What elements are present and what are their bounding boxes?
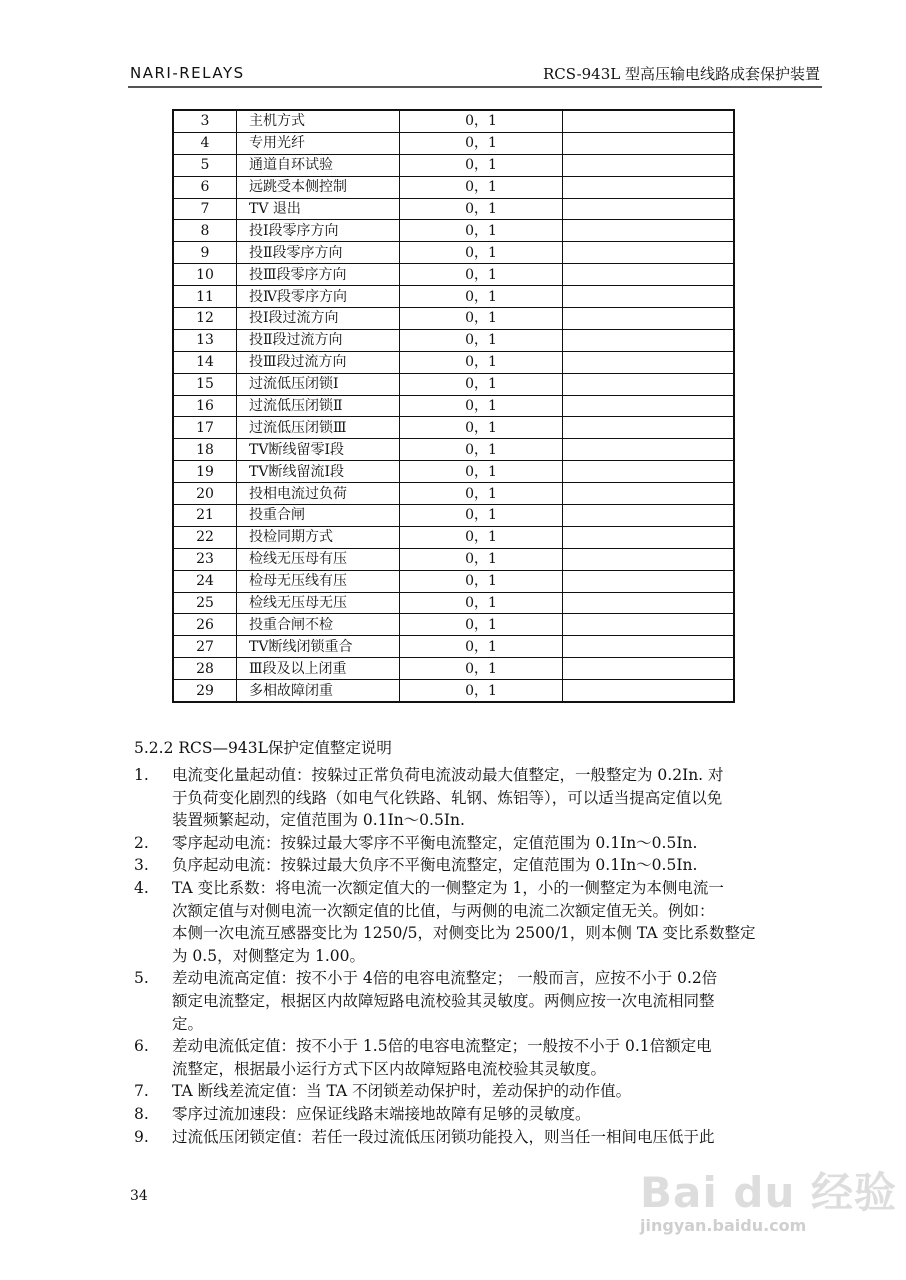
setting-remark xyxy=(563,461,735,483)
list-item-text xyxy=(172,1080,834,1103)
setting-range: 0，1 xyxy=(400,417,563,439)
text-line: 次额定值与对侧电流一次额定值的比值，与两侧的电流二次额定值无关。例如： xyxy=(172,901,715,920)
setting-remark xyxy=(563,264,735,286)
text-line: 本侧一次电流互感器变比为 1250/5，对侧变比为 2500/1，则本侧 TA 变比系数整定 xyxy=(172,924,756,943)
setting-remark xyxy=(563,308,735,330)
table-row xyxy=(173,526,734,548)
setting-remark xyxy=(563,658,735,680)
table-row xyxy=(173,286,734,308)
row-number: 18 xyxy=(173,439,237,461)
setting-range: 0，1 xyxy=(400,483,563,505)
setting-name: 专用光纤 xyxy=(237,132,400,154)
text-line: 电流变化量起动值：按躲过正常负荷电流波动最大值整定，一般整定为 0.2In. 对 xyxy=(172,766,724,784)
text-line: 过流低压闭锁定值：若任一段过流低压闭锁功能投入，则当任一相间电压低于此 xyxy=(172,1127,715,1146)
setting-name: 检母无压线有压 xyxy=(237,570,400,592)
list-item-text xyxy=(172,877,834,967)
text-line: 流整定，根据最小运行方式下区内故障短路电流校验其灵敏度。 xyxy=(172,1059,607,1078)
row-number: 27 xyxy=(173,636,237,658)
table-row xyxy=(173,395,734,417)
list-item-text xyxy=(172,967,834,1035)
row-number: 9 xyxy=(173,242,237,264)
table-row xyxy=(173,658,734,680)
list-item-number: 1. xyxy=(134,766,149,784)
setting-range: 0，1 xyxy=(400,220,563,242)
table-row xyxy=(173,308,734,330)
list-item-text xyxy=(172,1103,834,1126)
list-item xyxy=(134,1080,834,1103)
setting-remark xyxy=(563,592,735,614)
row-number: 15 xyxy=(173,373,237,395)
setting-range: 0，1 xyxy=(400,548,563,570)
text-line: 零序起动电流：按躲过最大零序不平衡电流整定，定值范围为 0.1In～0.5In. xyxy=(172,833,698,852)
row-number: 6 xyxy=(173,176,237,198)
list-item-text xyxy=(172,764,834,832)
setting-range: 0，1 xyxy=(400,351,563,373)
row-number: 14 xyxy=(173,351,237,373)
table-row xyxy=(173,680,734,702)
setting-remark xyxy=(563,242,735,264)
setting-range: 0，1 xyxy=(400,439,563,461)
setting-range: 0，1 xyxy=(400,264,563,286)
setting-range: 0，1 xyxy=(400,286,563,308)
setting-remark xyxy=(563,570,735,592)
setting-remark xyxy=(563,176,735,198)
setting-remark xyxy=(563,154,735,176)
setting-remark xyxy=(563,483,735,505)
row-number: 21 xyxy=(173,505,237,527)
setting-name: 通道自环试验 xyxy=(237,154,400,176)
row-number: 7 xyxy=(173,198,237,220)
table-row xyxy=(173,373,734,395)
table-row xyxy=(173,242,734,264)
row-number: 17 xyxy=(173,417,237,439)
setting-name: 投重合闸 xyxy=(237,505,400,527)
setting-name: TV断线留流Ⅰ段 xyxy=(237,461,400,483)
row-number: 22 xyxy=(173,526,237,548)
section-title: 5.2.2 RCS—943L保护定值整定说明 xyxy=(134,739,392,757)
setting-remark xyxy=(563,329,735,351)
text-line: 为 0.5，对侧整定为 1.00。 xyxy=(172,946,366,965)
setting-range: 0，1 xyxy=(400,658,563,680)
setting-remark xyxy=(563,680,735,702)
table-row xyxy=(173,176,734,198)
text-line: 负序起动电流：按躲过最大负序不平衡电流整定，定值范围为 0.1In～0.5In. xyxy=(172,856,698,875)
row-number: 20 xyxy=(173,483,237,505)
setting-range: 0，1 xyxy=(400,570,563,592)
settings-table xyxy=(172,109,735,703)
watermark-url: jingyan.baidu.com xyxy=(640,1216,807,1235)
setting-remark xyxy=(563,198,735,220)
setting-name: 检线无压母无压 xyxy=(237,592,400,614)
setting-range: 0，1 xyxy=(400,395,563,417)
setting-range: 0，1 xyxy=(400,614,563,636)
header-company: NARI-RELAYS xyxy=(130,64,245,82)
setting-remark xyxy=(563,526,735,548)
setting-name: 投Ⅳ段零序方向 xyxy=(237,286,400,308)
setting-range: 0，1 xyxy=(400,198,563,220)
setting-range: 0，1 xyxy=(400,373,563,395)
row-number: 13 xyxy=(173,329,237,351)
setting-range: 0，1 xyxy=(400,110,563,132)
text-line: 于负荷变化剧烈的线路（如电气化铁路、轧钢、炼铝等），可以适当提高定值以免 xyxy=(172,788,723,807)
text-line: 额定电流整定，根据区内故障短路电流校验其灵敏度。两侧应按一次电流相同整 xyxy=(172,991,715,1010)
row-number: 24 xyxy=(173,570,237,592)
list-item xyxy=(134,1103,834,1126)
setting-range: 0，1 xyxy=(400,176,563,198)
row-number: 25 xyxy=(173,592,237,614)
table-row xyxy=(173,154,734,176)
list-item-number: 7. xyxy=(134,1082,149,1101)
setting-remark xyxy=(563,614,735,636)
list-item-number: 5. xyxy=(134,969,149,988)
table-row xyxy=(173,636,734,658)
setting-remark xyxy=(563,636,735,658)
text-line: 定。 xyxy=(172,1014,204,1033)
text-line: 差动电流高定值：按不小于 4倍的电容电流整定； 一般而言，应按不小于 0.2倍 xyxy=(172,969,718,988)
setting-name: 投Ⅲ段零序方向 xyxy=(237,264,400,286)
row-number: 12 xyxy=(173,308,237,330)
list-item xyxy=(134,967,834,1035)
list-item-text xyxy=(172,854,834,877)
list-item xyxy=(134,877,834,967)
list-item-number: 8. xyxy=(134,1104,149,1123)
page-number: 34 xyxy=(130,1188,148,1204)
watermark-brand: Bai du 经验 xyxy=(640,1168,897,1217)
setting-remark xyxy=(563,505,735,527)
setting-remark xyxy=(563,395,735,417)
row-number: 10 xyxy=(173,264,237,286)
row-number: 8 xyxy=(173,220,237,242)
list-item-number: 3. xyxy=(134,856,149,875)
row-number: 26 xyxy=(173,614,237,636)
setting-name: 过流低压闭锁Ⅲ xyxy=(237,417,400,439)
row-number: 23 xyxy=(173,548,237,570)
list-item-number: 6. xyxy=(134,1037,149,1056)
watermark-logo xyxy=(640,1160,897,1235)
table-row xyxy=(173,132,734,154)
setting-range: 0，1 xyxy=(400,132,563,154)
setting-remark xyxy=(563,373,735,395)
setting-name: 投相电流过负荷 xyxy=(237,483,400,505)
setting-range: 0，1 xyxy=(400,505,563,527)
list-item-number: 4. xyxy=(134,878,149,897)
setting-name: Ⅲ段及以上闭重 xyxy=(237,658,400,680)
setting-name: 主机方式 xyxy=(237,110,400,132)
setting-remark xyxy=(563,351,735,373)
setting-name: 投Ⅲ段过流方向 xyxy=(237,351,400,373)
list-item-number: 2. xyxy=(134,833,149,852)
setting-name: 多相故障闭重 xyxy=(237,680,400,702)
list-item xyxy=(134,854,834,877)
setting-range: 0，1 xyxy=(400,329,563,351)
setting-range: 0，1 xyxy=(400,592,563,614)
table-row xyxy=(173,614,734,636)
setting-range: 0，1 xyxy=(400,526,563,548)
table-row xyxy=(173,351,734,373)
list-item-text xyxy=(172,1035,834,1080)
setting-range: 0，1 xyxy=(400,680,563,702)
list-item xyxy=(134,1035,834,1080)
header-title: RCS-943L 型高压输电线路成套保护装置 xyxy=(542,65,820,83)
setting-name: 投Ⅱ段零序方向 xyxy=(237,242,400,264)
text-line: 装置频繁起动，定值范围为 0.1In～0.5In. xyxy=(172,811,465,830)
setting-remark xyxy=(563,548,735,570)
setting-remark xyxy=(563,220,735,242)
setting-range: 0，1 xyxy=(400,308,563,330)
row-number: 29 xyxy=(173,680,237,702)
table-row xyxy=(173,264,734,286)
settings-explanation-list xyxy=(134,764,834,1148)
list-item xyxy=(134,1126,834,1149)
setting-name: 投重合闸不检 xyxy=(237,614,400,636)
setting-name: 过流低压闭锁Ⅰ xyxy=(237,373,400,395)
setting-range: 0，1 xyxy=(400,242,563,264)
header-rule xyxy=(128,86,822,88)
setting-range: 0，1 xyxy=(400,636,563,658)
setting-name: 投Ⅰ段零序方向 xyxy=(237,220,400,242)
setting-name: 检线无压母有压 xyxy=(237,548,400,570)
setting-range: 0，1 xyxy=(400,154,563,176)
setting-name: TV 退出 xyxy=(237,198,400,220)
row-number: 16 xyxy=(173,395,237,417)
text-line: 零序过流加速段：应保证线路末端接地故障有足够的灵敏度。 xyxy=(172,1104,591,1123)
setting-range: 0，1 xyxy=(400,461,563,483)
row-number: 11 xyxy=(173,286,237,308)
setting-remark xyxy=(563,417,735,439)
setting-remark xyxy=(563,132,735,154)
setting-remark xyxy=(563,439,735,461)
table-row xyxy=(173,198,734,220)
table-row xyxy=(173,417,734,439)
setting-name: TV断线留零Ⅰ段 xyxy=(237,439,400,461)
setting-name: 远跳受本侧控制 xyxy=(237,176,400,198)
table-row xyxy=(173,570,734,592)
table-row xyxy=(173,592,734,614)
list-item-text xyxy=(172,832,834,855)
setting-remark xyxy=(563,110,735,132)
table-row xyxy=(173,505,734,527)
row-number: 5 xyxy=(173,154,237,176)
text-line: TA 断线差流定值：当 TA 不闭锁差动保护时，差动保护的动作值。 xyxy=(172,1082,632,1101)
setting-name: 投Ⅱ段过流方向 xyxy=(237,329,400,351)
table-row xyxy=(173,483,734,505)
list-item xyxy=(134,832,834,855)
setting-name: TV断线闭锁重合 xyxy=(237,636,400,658)
list-item-text xyxy=(172,1126,834,1149)
table-row xyxy=(173,220,734,242)
table-row xyxy=(173,548,734,570)
list-item-number: 9. xyxy=(134,1127,149,1146)
setting-remark xyxy=(563,286,735,308)
text-line: TA 变比系数：将电流一次额定值大的一侧整定为 1，小的一侧整定为本侧电流一 xyxy=(172,878,724,897)
setting-name: 投Ⅰ段过流方向 xyxy=(237,308,400,330)
table-row xyxy=(173,461,734,483)
table-row xyxy=(173,329,734,351)
table-row xyxy=(173,439,734,461)
row-number: 4 xyxy=(173,132,237,154)
list-item xyxy=(134,764,834,832)
row-number: 19 xyxy=(173,461,237,483)
setting-name: 投检同期方式 xyxy=(237,526,400,548)
text-line: 差动电流低定值：按不小于 1.5倍的电容电流整定；一般按不小于 0.1倍额定电 xyxy=(172,1037,712,1056)
row-number: 28 xyxy=(173,658,237,680)
setting-name: 过流低压闭锁Ⅱ xyxy=(237,395,400,417)
row-number: 3 xyxy=(173,110,237,132)
table-row xyxy=(173,110,734,132)
